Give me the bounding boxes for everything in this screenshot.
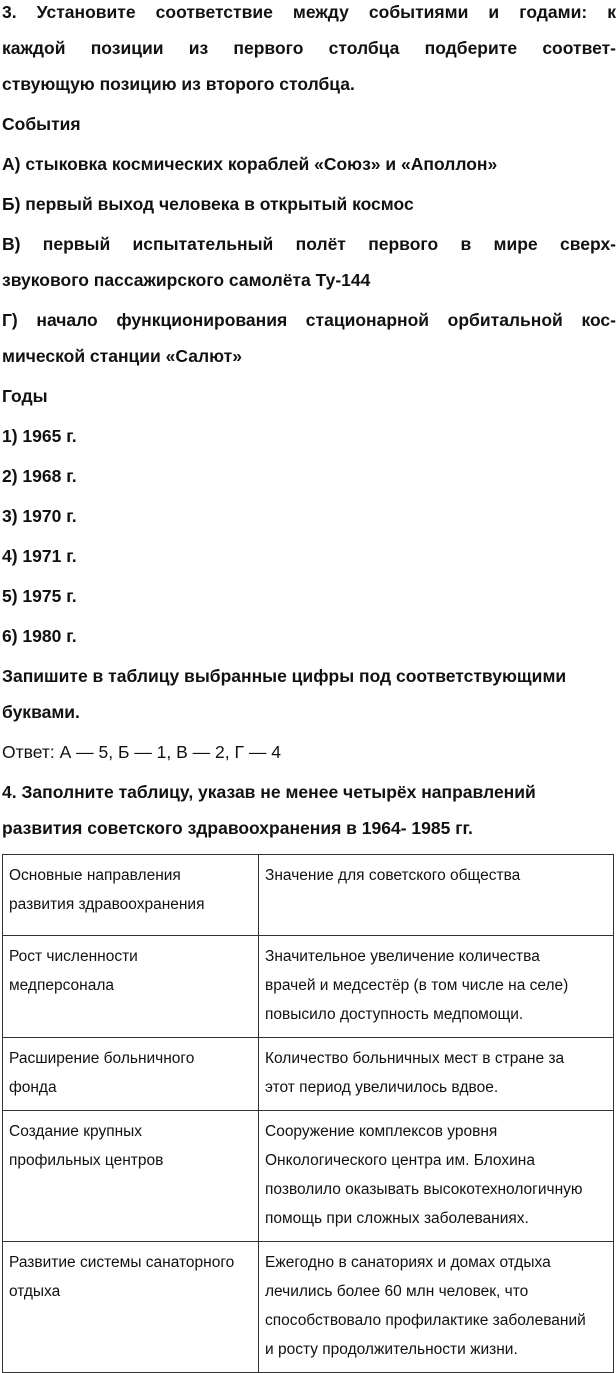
table-row <box>3 936 614 1038</box>
task-4-heading-line: развития советского здравоохранения в 1964- 1985 гг. <box>2 818 473 838</box>
table-cell: Расширение больничного фонда <box>3 1038 259 1111</box>
header-cell: Основные направления развития здравоохранения <box>3 855 259 936</box>
header-cell: Значение для советского общества <box>259 855 614 936</box>
healthcare-table <box>2 854 614 1373</box>
task-3-heading-line: 3. Установите соответствие между событиями и годами: к <box>2 2 616 22</box>
table-cell: Развитие системы санаторного отдыха <box>3 1242 259 1373</box>
event-b: Б) первый выход человека в открытый космос <box>2 194 414 214</box>
table-row <box>3 1242 614 1373</box>
table-row <box>3 1038 614 1111</box>
year-option: 1) 1965 г. <box>2 426 77 446</box>
instruction-line: Запишите в таблицу выбранные цифры под соответствующими <box>2 666 567 686</box>
instruction-line: буквами. <box>2 702 80 722</box>
table-cell: Сооружение комплексов уровня Онкологического центра им. Блохина позволило оказывать высокотехнологичную помощь при сложных заболеваниях. <box>259 1111 614 1242</box>
year-option: 2) 1968 г. <box>2 466 77 486</box>
year-option: 5) 1975 г. <box>2 586 77 606</box>
event-g-line: мической станции «Салют» <box>2 346 242 366</box>
year-option: 6) 1980 г. <box>2 626 77 646</box>
table-row <box>3 1111 614 1242</box>
table-cell: Значительное увеличение количества врачей и медсестёр (в том числе на селе) повысило доступность медпомощи. <box>259 936 614 1038</box>
task-3-heading-line: каждой позиции из первого столбца подберите соответ- <box>2 38 616 58</box>
event-v-line: В) первый испытательный полёт первого в мире сверх- <box>2 234 616 254</box>
task-3-heading <box>2 0 616 102</box>
table-cell: Создание крупных профильных центров <box>3 1111 259 1242</box>
year-option: 3) 1970 г. <box>2 506 77 526</box>
table-cell: Ежегодно в санаториях и домах отдыха лечились более 60 млн человек, что способствовало профилактике заболеваний и росту продолжительности жизни. <box>259 1242 614 1373</box>
answer-text: Ответ: А — 5, Б — 1, В — 2, Г — 4 <box>2 742 281 762</box>
event-g-line: Г) начало функционирования стационарной орбитальной кос- <box>2 310 616 330</box>
event-a: А) стыковка космических кораблей «Союз» и «Аполлон» <box>2 154 498 174</box>
events-label: События <box>2 114 81 134</box>
event-v-line: звукового пассажирского самолёта Ту-144 <box>2 270 371 290</box>
task-3-heading-line: ствующую позицию из второго столбца. <box>2 74 355 94</box>
years-label: Годы <box>2 386 48 406</box>
table-cell: Количество больничных мест в стране за этот период увеличилось вдвое. <box>259 1038 614 1111</box>
table-header-row <box>3 855 614 936</box>
year-option: 4) 1971 г. <box>2 546 77 566</box>
table-cell: Рост численности медперсонала <box>3 936 259 1038</box>
task-4-heading-line: 4. Заполните таблицу, указав не менее четырёх направлений <box>2 782 536 802</box>
